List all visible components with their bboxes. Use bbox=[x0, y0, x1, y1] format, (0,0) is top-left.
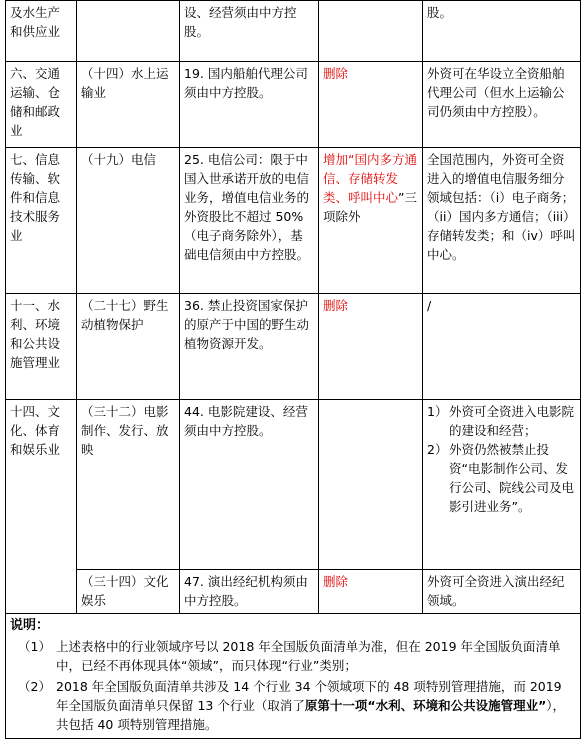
table-row bbox=[6, 62, 581, 148]
change-cell bbox=[319, 400, 423, 570]
note-text-part: ），共包括 40 项特别管理措施。 bbox=[56, 698, 566, 732]
table-row bbox=[6, 148, 581, 294]
change-cell: 删除 bbox=[319, 570, 423, 614]
table-row bbox=[6, 570, 581, 614]
change-cell: 删除 bbox=[319, 62, 423, 148]
change-cell bbox=[319, 148, 423, 294]
note-cell: 外资可在华设立全资船舶代理公司（但水上运输公司仍须由中方控股）。 bbox=[423, 62, 581, 148]
measure-cell: 36. 禁止投资国家保护的原产于中国的野生动植物资源开发。 bbox=[180, 294, 319, 400]
domain-cell: （三十二）电影制作、发行、放映 bbox=[77, 400, 180, 570]
note-text: 上述表格中的行业领域序号以 2018 年全国版负面清单为准，但在 2019 年全国版负面清单中，已经不再体现具体“领域”，而只体现“行业”类别； bbox=[56, 639, 561, 673]
note-cell: 股。 bbox=[423, 1, 581, 62]
sector-cell: 及水生产和供应业 bbox=[6, 1, 77, 62]
measure-cell: 47. 演出经纪机构须由中方控股。 bbox=[180, 570, 319, 614]
note-cell: 全国范围内，外资可全资进入的增值电信服务细分领域包括：（i）电子商务；（ii）国内多方通信；（iii）存储转发类；和（iv）呼叫中心。 bbox=[423, 148, 581, 294]
measure-cell: 19. 国内船舶代理公司须由中方控股。 bbox=[180, 62, 319, 148]
sector-cell: 十四、文化、体育和娱乐业 bbox=[6, 400, 77, 614]
table-row bbox=[6, 1, 581, 62]
note-number: （2） bbox=[18, 679, 51, 694]
sector-cell: 七、信息传输、软件和信息技术服务业 bbox=[6, 148, 77, 294]
notes-cell bbox=[6, 614, 581, 739]
note-cell: 外资可全资进入演出经纪领域。 bbox=[423, 570, 581, 614]
notes-title: 说明： bbox=[10, 618, 50, 633]
note-text-bold: 原第十一项“水利、环境和公共设施管理业” bbox=[304, 698, 547, 713]
change-cell: 删除 bbox=[319, 294, 423, 400]
list-item bbox=[427, 440, 576, 516]
list-item-number: 2） bbox=[427, 442, 448, 457]
measure-cell: 设、经营须由中方控股。 bbox=[180, 1, 319, 62]
change-prefix: 增加“ bbox=[323, 152, 355, 167]
note-item bbox=[10, 677, 576, 734]
list-item-text: 外资仍然被禁止投资“电影制作公司、发行公司、院线公司及电影引进业务”。 bbox=[449, 442, 575, 514]
note-item bbox=[10, 637, 576, 675]
list-item-text: 外资可全资进入电影院的建设和经营； bbox=[449, 404, 575, 438]
domain-cell: （十九）电信 bbox=[77, 148, 180, 294]
domain-cell: （十四）水上运输业 bbox=[77, 62, 180, 148]
table-row bbox=[6, 400, 581, 570]
change-highlight: 国内多方通信、存储转发类、呼叫中心 bbox=[323, 152, 417, 205]
notes-row bbox=[6, 614, 581, 739]
list-item-number: 1） bbox=[427, 404, 448, 419]
domain-cell: （三十四）文化娱乐 bbox=[77, 570, 180, 614]
note-cell bbox=[423, 400, 581, 570]
note-text bbox=[56, 677, 576, 734]
negative-list-comparison-table bbox=[5, 0, 581, 739]
note-number: （1） bbox=[18, 639, 51, 654]
change-cell bbox=[319, 1, 423, 62]
sector-cell: 十一、水利、环境和公共设施管理业 bbox=[6, 294, 77, 400]
measure-cell: 44. 电影院建设、经营须由中方控股。 bbox=[180, 400, 319, 570]
change-suffix: ”三项除外 bbox=[323, 190, 417, 224]
note-cell: / bbox=[423, 294, 581, 400]
domain-cell: （二十七）野生动植物保护 bbox=[77, 294, 180, 400]
domain-cell bbox=[77, 1, 180, 62]
measure-cell: 25. 电信公司：限于中国入世承诺开放的电信业务，增值电信业务的外资股比不超过 50%（电子商务除外），基础电信须由中方控股。 bbox=[180, 148, 319, 294]
table-row bbox=[6, 294, 581, 400]
note-text-part: 2018 年全国版负面清单共涉及 14 个行业 34 个领域项下的 48 项特别管理措施，而 2019 年全国版负面清单只保留 13 个行业（取消了 bbox=[56, 679, 562, 713]
sector-cell: 六、交通运输、仓储和邮政业 bbox=[6, 62, 77, 148]
list-item bbox=[427, 402, 576, 440]
